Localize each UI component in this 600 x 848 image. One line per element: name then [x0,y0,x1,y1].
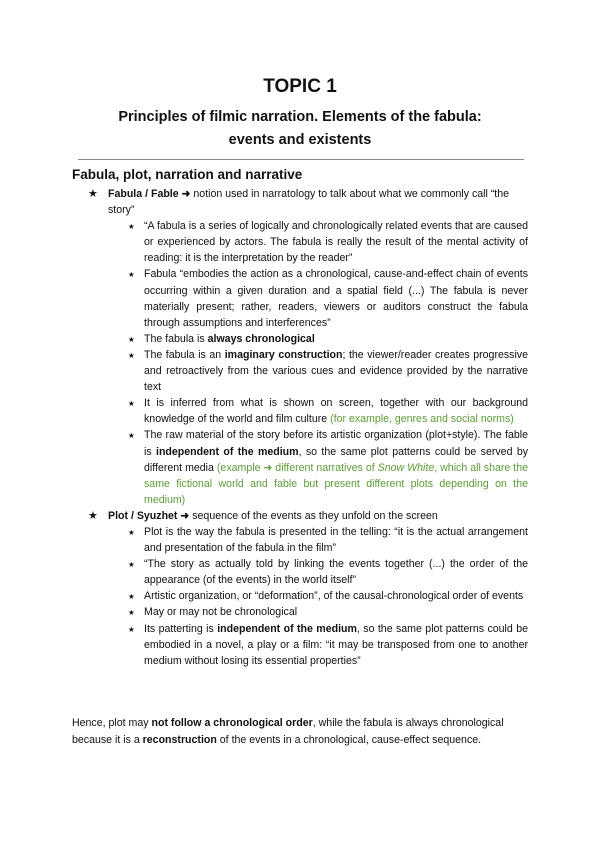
plot-point-1: Plot is the way the fabula is presented in the telling: “it is the actual arrangement and presentation of the fabula in the film” [144,525,528,555]
fabula-heading [108,186,528,218]
fabula-point-3-text: The fabula is [144,332,208,345]
small-star-bullet-icon: ★ [128,592,135,602]
closing-bold-2: reconstruction [142,733,217,746]
small-star-bullet-icon: ★ [128,431,135,441]
plot-point-5-text: Its patterting is [144,622,218,635]
fabula-point-5-example: (for example, genres and social norms) [330,413,514,426]
horizontal-divider [78,159,524,160]
closing-text-3: of the events in a chronological, cause-effect sequence. [216,733,482,746]
fabula-point-4-bold: imaginary construction [224,348,343,361]
fabula-term: Fabula / Fable [108,188,179,200]
page-subtitle [60,106,540,152]
list-item [128,347,528,395]
fabula-point-6-text: The raw material of the story before its artistic organization (plot+style). The fable is [144,429,528,458]
fabula-point-2: Fabula “embodies the action as a chronological, cause-and-effect chain of events occurring within a given duration and a spatial field (...) The fabula is never materially present; rather, readers, viewers or auditors construct the fabula through assumptions and interferences” [144,268,528,329]
plot-point-2: “The story as actually told by linking the events together (...) the order of the appearance (of the events) in the world itself” [144,558,528,587]
closing-text-2: , while the fabula is always chronological because it is a [72,717,504,746]
fabula-point-1: “A fabula is a series of logically and chronologically related events that are caused or experienced by actors. The fabula is really the result of the mental activity of reading: it is the interpretation by the reader” [144,220,528,265]
plot-point-4: May or may not be chronological [144,606,298,619]
small-star-bullet-icon: ★ [128,350,135,360]
closing-bold-1: not follow a chronological order [151,717,313,729]
list-item [128,604,528,620]
plot-definition: sequence of the events as they unfold on the screen [192,509,438,522]
small-star-bullet-icon: ★ [128,608,135,618]
fabula-point-6-bold: independent of the medium [156,445,299,458]
plot-heading [108,508,528,524]
arrow-icon: ➜ [177,509,193,522]
subtitle-line-2: events and existents [228,132,372,148]
example-part-1: (example ➜ different narratives of [216,461,378,474]
list-item [128,395,528,427]
plot-point-3: Artistic organization, or “deformation”, of the causal-chronological order of events [144,590,524,603]
fabula-definition: notion used in narratology to talk about what we commonly call “the story” [108,188,510,217]
fabula-point-4-rest: ; the viewer/reader creates progressive and retroactively from the various cues and evidence provided by the narrative text [144,348,529,394]
list-item [128,556,528,588]
closing-text-1: Hence, plot may [72,717,152,729]
closing-paragraph [72,715,530,748]
plot-point-5-bold: independent of the medium [217,622,357,635]
small-star-bullet-icon: ★ [128,334,135,344]
example-title: Snow White [377,461,435,474]
small-star-bullet-icon: ★ [128,527,135,537]
list-item [128,524,528,556]
main-list [88,186,528,669]
plot-sublist [108,524,528,669]
small-star-bullet-icon: ★ [128,560,135,570]
list-item-fabula [88,186,528,508]
small-star-bullet-icon: ★ [128,222,135,232]
fabula-sublist [108,218,528,508]
subtitle-line-1: Principles of filmic narration. Elements of the fabula: [118,109,482,125]
small-star-bullet-icon: ★ [128,399,135,409]
list-item [128,621,528,669]
star-bullet-icon: ★ [88,188,98,200]
page-title: TOPIC 1 [263,76,337,97]
list-item [128,218,528,266]
example-part-2: , which all share the same fictional world and fable but present different plots depending on the medium) [144,461,528,506]
small-star-bullet-icon: ★ [128,270,135,280]
fabula-point-6-mid: , so the same plot patterns could be served by different media [144,445,529,474]
list-item [128,266,528,330]
list-item [128,331,528,347]
fabula-point-3-bold: always chronological [207,332,315,345]
small-star-bullet-icon: ★ [128,624,135,634]
plot-point-5-rest: , so the same plot patterns could be embodied in a novel, a play or a film: “it may be transposed from one to another medium without losing its essential properties” [144,622,528,667]
section-heading: Fabula, plot, narration and narrative [72,167,303,182]
star-bullet-icon: ★ [88,509,98,522]
fabula-point-5-text: It is inferred from what is shown on screen, together with our background knowledge of the world and film culture [144,397,528,426]
list-item-plot [88,508,528,669]
list-item [128,427,528,507]
fabula-point-4-text: The fabula is an [144,348,225,361]
arrow-icon: ➜ [178,188,194,200]
list-item [128,588,528,604]
plot-term: Plot / Syuzhet [108,509,178,522]
